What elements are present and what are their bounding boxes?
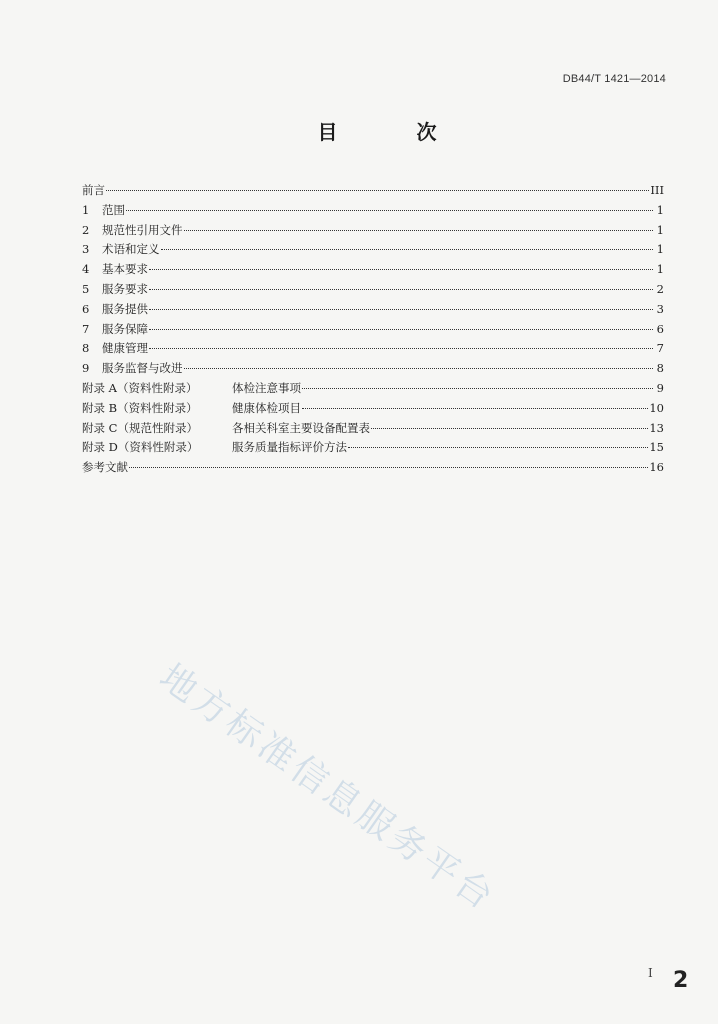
toc-entry-title: 范围 [102,202,125,217]
toc-entry-page: 8 [656,361,664,376]
toc-leader-dots [106,190,649,191]
toc-entry-title: 服务质量指标评价方法 [232,440,347,455]
toc-leader-dots [149,269,653,270]
toc-entry[interactable] [82,420,664,440]
standard-number: DB44/T 1421—2014 [562,73,666,85]
toc-entry-page: 13 [649,420,664,435]
toc-entry[interactable] [82,202,664,222]
toc-entry[interactable] [82,380,664,400]
toc-entry[interactable] [82,222,664,242]
toc-entry[interactable] [82,439,664,459]
toc-entry-title: 术语和定义 [102,242,160,257]
toc-entry-page: 2 [656,281,664,296]
toc-leader-dots [348,447,648,448]
roman-page-number: I [648,966,653,980]
toc-entry-page: 9 [656,380,664,395]
toc-appendix-label: 附录 B（资料性附录） [82,400,198,415]
toc-entry-number: 4 [82,262,90,277]
toc-entry-number: 8 [82,341,90,356]
toc-leader-dots [161,249,654,250]
toc-leader-dots [371,428,648,429]
toc-entry[interactable] [82,261,664,281]
toc-entry-title: 各相关科室主要设备配置表 [232,420,370,435]
toc-entry-page: 1 [656,202,664,217]
toc-entry[interactable] [82,182,664,202]
toc-entry-title: 参考文献 [82,460,128,475]
toc-entry-page: 15 [649,440,664,455]
toc-entry-title: 服务提供 [102,301,148,316]
toc-entry[interactable] [82,360,664,380]
toc-entry-page: 7 [656,341,664,356]
toc-leader-dots [149,289,653,290]
toc-entry[interactable] [82,340,664,360]
page-number: 2 [673,968,689,993]
toc-entry-page: III [650,183,664,197]
toc-entry-number: 5 [82,281,90,296]
toc-leader-dots [149,348,653,349]
toc-leader-dots [149,329,653,330]
toc-entry-title: 服务要求 [102,281,148,296]
toc-leader-dots [149,309,653,310]
toc-appendix-label: 附录 C（规范性附录） [82,420,198,435]
toc-heading: 目 次 [317,120,473,144]
toc-appendix-label: 附录 D（资料性附录） [82,440,199,455]
toc-entry-number: 7 [82,321,90,336]
toc-entry-page: 1 [656,242,664,257]
toc-leader-dots [126,210,653,211]
toc-entry[interactable] [82,241,664,261]
toc-entry-number: 9 [82,361,90,376]
toc-entry[interactable] [82,281,664,301]
toc-leader-dots [302,408,648,409]
toc-entry-title: 服务保障 [102,321,148,336]
toc-entry-page: 10 [649,400,664,415]
toc-entry-title: 前言 [82,183,105,197]
toc-leader-dots [302,388,653,389]
toc-appendix-label: 附录 A（资料性附录） [82,380,198,395]
toc-entry-title: 规范性引用文件 [102,222,183,237]
toc-entry[interactable] [82,400,664,420]
toc-entry-page: 1 [656,262,664,277]
toc-entry-title: 服务监督与改进 [102,361,183,376]
watermark: 地方标准信息服务平台 [151,656,504,920]
toc-entry[interactable] [82,459,664,479]
toc-leader-dots [184,368,654,369]
toc-entry[interactable] [82,301,664,321]
toc-entry-page: 3 [656,301,664,316]
toc-entry-number: 6 [82,301,90,316]
toc-entry-title: 健康体检项目 [232,400,301,415]
toc-leader-dots [129,467,648,468]
table-of-contents [82,182,664,479]
toc-leader-dots [184,230,654,231]
toc-entry-page: 1 [656,222,664,237]
toc-entry-title: 基本要求 [102,262,148,277]
toc-entry-number: 3 [82,242,90,257]
toc-entry-number: 1 [82,202,90,217]
toc-entry[interactable] [82,321,664,341]
toc-entry-title: 体检注意事项 [232,380,301,395]
toc-entry-page: 6 [656,321,664,336]
toc-entry-title: 健康管理 [102,341,148,356]
toc-entry-number: 2 [82,222,90,237]
toc-entry-page: 16 [649,460,664,475]
